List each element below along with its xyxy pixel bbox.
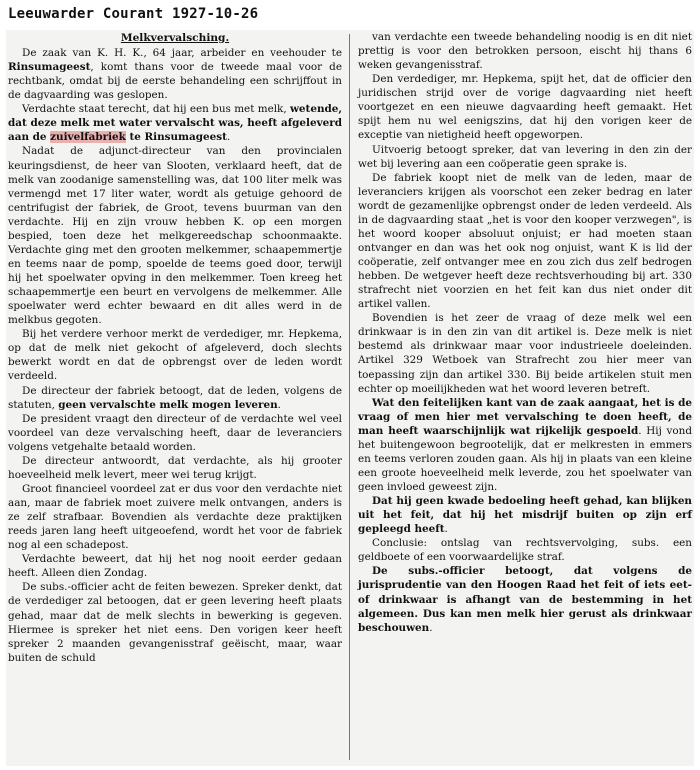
paragraph-right <box>358 171 692 312</box>
paragraph-right <box>358 311 692 395</box>
text-run: Bovendien is het zeer de vraag of deze melk wel een drinkwaar is in den zin van dit artikel is. Deze melk is niet bestemd als drinkwaar maar voor industrieele doeleinden. Artikel 329 Wetboek van Strafrecht zou hier meer van toepassing zijn dan artikel 330. Bij beide artikelen stuit men echter op moeilijkheden wat het woord leveren betreft. <box>358 312 692 395</box>
text-run: Nadat de adjunct-directeur van den provincialen keuringsdienst, de heer van Slooten, verklaard heeft, dat de melk van zoodanige samenstelling was, dat 100 liter melk was vermengd met 17 liter water, wordt als getuige gehoord de centrifugist der fabriek, de Groot, tevens buurman van den verdachte. Hij en zijn vrouw hebben K. op een morgen bespied, toen deze het melkgereedschap schoonmaakte. Verdachte ging met den grooten melkemmer, schaapemmertje en teems naar de pomp, spoelde de teems goed door, terwijl hij het spoelwater opving in den melkemmer. Toen kreeg het schaapemmertje een beurt en vervolgens de melkemmer. Alle spoelwater werd echter bewaard en dit alles werd in de melkbus gegoten. <box>8 145 342 327</box>
bold-text: te Rinsumageest <box>125 131 227 144</box>
left-column-body <box>8 46 342 665</box>
text-run: . <box>429 621 433 634</box>
bold-text: Wat den feitelijken kant van de zaak aangaat, het is de vraag of men hier met vervalsching te doen heeft, de man heeft waarschijnlijk wat rijkelijk gespoeld <box>358 396 692 437</box>
paragraph-right <box>358 143 692 171</box>
text-run: De directeur antwoordt, dat verdachte, als hij grooter hoeveelheid melk levert, meer wei terug krijgt. <box>8 454 342 481</box>
article-column-right <box>358 30 692 766</box>
paragraph-left <box>8 46 342 102</box>
text-run: Den verdediger, mr. Hepkema, spijt het, dat de officier den juridischen strijd over de vorige dagvaarding niet heeft voortgezet en een nieuwe dagvaarding heeft gemaakt. Het spijt hem nu wel eenigszins, dat hij den vorigen keer de exceptie van nietigheid heeft opgeworpen. <box>358 73 692 142</box>
text-run: , komt thans voor de tweede maal voor de rechtbank, omdat bij de eerste behandeling een schrijffout in de dagvaarding was geslopen. <box>8 61 342 102</box>
text-run: Bij het verdere verhoor merkt de verdediger, mr. Hepkema, op dat de melk niet gekocht of afgeleverd, doch slechts bewerkt wordt en dat de opbrengst over de leden wordt verdeeld. <box>8 328 342 383</box>
text-run: De zaak van K. H. K., 64 jaar, arbeider en veehouder te <box>22 47 342 59</box>
paragraph-right <box>358 536 692 564</box>
newspaper-clipping <box>6 30 694 766</box>
text-run: Verdachte staat terecht, dat hij een bus met melk, <box>22 103 290 116</box>
paragraph-left <box>8 144 342 327</box>
paragraph-left <box>8 412 342 454</box>
right-column-body <box>358 30 692 635</box>
highlighted-text: zuivelfabriek <box>50 131 126 144</box>
text-run: . Hij vond het buitengewoon begrootelijk, dat er melkresten in emmers en teems verloren zouden gaan. Als hij in plaats van een kleine een groote hoeveelheid melk leverde, zou het spoelwater van geen invloed geweest zijn. <box>358 424 693 493</box>
bold-text: wetende, dat deze melk met water vervalscht was, heeft afgeleverd aan de <box>8 103 342 144</box>
text-run: Groot financieel voordeel zat er dus voor den verdachte niet aan, maar de fabriek moet zuivere melk ontvangen, anders is ze zelf strafbaar. Bovendien als verdachte deze praktijken reeds jaren lang heeft uitgeoefend, wordt het voor de fabriek nog al een schadepost. <box>8 482 342 552</box>
paragraph-right <box>358 396 692 494</box>
paragraph-left <box>8 482 342 552</box>
bold-text: De subs.-officier betoogt, dat volgens de jurisprudentie van den Hoogen Raad het feit of iets eet- of drinkwaar is afhangt van de bestemming in het algemeen. Dus kan men melk hier gerust als drinkwaar beschouwen <box>358 565 692 634</box>
paragraph-right <box>358 72 692 142</box>
paragraph-left <box>8 552 342 580</box>
article-title: Melkvervalsching. <box>120 32 230 44</box>
text-run: van verdachte een tweede behandeling noodig is en dit niet prettig is voor den betrokken persoon, eischt hij thans 6 weken gevangenisstraf. <box>358 31 692 72</box>
paragraph-left <box>8 454 342 482</box>
paragraph-right <box>358 564 692 634</box>
bold-text: Dat hij geen kwade bedoeling heeft gehad, kan blijken uit het feit, dat hij het misdrijf buiten op zijn erf gepleegd heeft <box>358 495 692 536</box>
article-column-left <box>8 30 342 766</box>
bold-text: geen vervalschte melk mogen leveren <box>58 398 278 411</box>
bold-text: Rinsumageest <box>8 61 91 74</box>
paragraph-left <box>8 580 342 664</box>
paragraph-left <box>8 102 342 144</box>
text-run: De fabriek koopt niet de melk van de leden, maar de leveranciers krijgen als voorschot een zeker bedrag en later wordt de gezamenlijke opbrengst onder de leden verdeeld. Als in de dagvaarding staat „het is voor den kooper verzwegen", is het woord kooper absoluut onjuist; er had moeten staan ontvanger en dan was het ook nog onjuist, want K is lid der coöperatie, zelf ontvanger mee en zou zich dus zelf bedrogen hebben. De wetgever heeft deze rechtsverhouding bij art. 330 strafrecht niet voorzien en het feit kan dus niet onder dit artikel vallen. <box>358 171 692 311</box>
newspaper-header: Leeuwarder Courant 1927-10-26 <box>8 6 259 22</box>
text-run: . <box>226 131 231 144</box>
text-run: . <box>277 398 281 411</box>
paragraph-right <box>358 494 692 536</box>
column-divider <box>349 34 350 760</box>
text-run: De president vraagt den directeur of de verdachte wel veel voordeel van deze vervalsching heeft, daar de leveranciers volgens vetgehalte betaald worden. <box>8 412 342 453</box>
text-run: De subs.-officier acht de feiten bewezen. Spreker denkt, dat de verdediger zal betoogen, dat er geen levering heeft plaats gehad, maar dat de melk slechts in bewerking is gegeven. Hiermee is spreker het niet eens. Den vorigen keer heeft spreker 2 maanden gevangenisstraf geëischt, maar, waar buiten de schuld <box>8 581 342 664</box>
text-run: Verdachte beweert, dat hij het nog nooit eerder gedaan heeft. Alleen dien Zondag. <box>8 553 342 580</box>
text-run: Uitvoerig betoogt spreker, dat van levering in den zin der wet bij levering aan een coöperatie geen sprake is. <box>358 143 692 170</box>
text-run: . <box>444 523 448 536</box>
paragraph-left <box>8 384 342 412</box>
paragraph-left <box>8 327 342 383</box>
text-run: Conclusie: ontslag van rechtsvervolging, subs. een geldboete of een voorwaardelijke straf. <box>358 537 692 564</box>
paragraph-right <box>358 30 692 72</box>
text-run: De directeur der fabriek betoogt, dat de leden, volgens de statuten, <box>8 384 342 411</box>
